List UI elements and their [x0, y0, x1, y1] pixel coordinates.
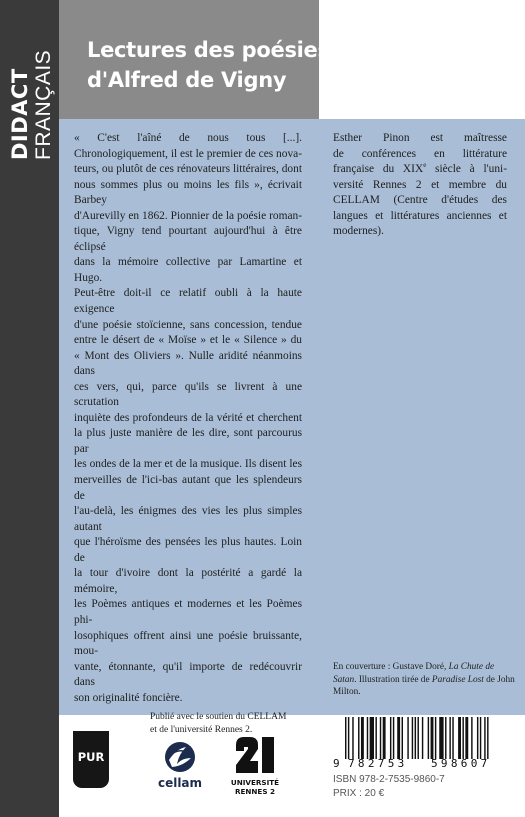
pur-logo-text: PUR — [77, 750, 105, 764]
rennes2-line-2: RENNES 2 — [234, 787, 276, 796]
summary-line: d'Aurevilly en 1862. Pionnier de la poésie roman- — [74, 209, 302, 222]
rennes2-logo-icon — [232, 735, 278, 775]
barcode-bar — [462, 717, 463, 759]
summary-line: inquiète des profondeurs de la vérité et cherchent — [74, 411, 302, 424]
summary-line: que l'héroïsme des pensées les plus hautes. Loin de — [74, 536, 302, 564]
barcode-bar — [449, 717, 450, 759]
book-title-line-1: Lectures des poésies — [87, 38, 330, 62]
barcode-bar — [390, 717, 391, 759]
barcode-bar — [415, 717, 416, 759]
summary-line: nous sommes plus ou moins les fils », écrivait Barbey — [74, 178, 302, 207]
barcode-lead-digit: 9 — [333, 757, 340, 770]
summary-line: teurs, ou plutôt de ces rénovateurs littéraires, dont — [74, 163, 302, 176]
summary-line: « Mont des Oliviers ». Nulle aridité néanmoins dans — [74, 349, 302, 378]
barcode-bar — [439, 717, 443, 759]
spine-band — [0, 0, 59, 817]
collection-name-light: FRANÇAIS — [32, 49, 55, 160]
author-bio — [333, 131, 507, 240]
collection-name-bold: DIDACT — [8, 68, 32, 160]
rennes2-line-1: UNIVERSITÉ — [230, 778, 280, 787]
bio-line: Esther Pinon est maîtresse — [333, 132, 507, 144]
barcode-bar — [465, 717, 468, 759]
barcode-bar — [367, 717, 368, 759]
summary-line: la tour d'ivoire dont la postérité a gardé la mémoire, — [74, 567, 302, 595]
barcode-bar — [397, 717, 400, 759]
bio-line: modernes). — [333, 225, 384, 238]
summary-line: « C'est l'aîné de nous tous [...]. — [74, 132, 302, 144]
price: PRIX : 20 € — [333, 788, 385, 799]
bio-line: versité Rennes 2 et membre du — [333, 178, 507, 191]
summary-line: l'au-delà, les énigmes des vies les plus simples autant — [74, 505, 302, 533]
barcode-bar — [445, 717, 446, 759]
barcode-bar — [452, 717, 453, 759]
barcode-bar — [458, 717, 461, 759]
barcode-bar — [358, 717, 359, 759]
barcode-bar — [477, 717, 478, 759]
barcode-bar — [370, 717, 374, 759]
barcode-bar — [345, 717, 346, 759]
barcode-bar — [383, 717, 386, 759]
summary-line: Peut-être doit-il ce relatif oubli à la haute exigence — [74, 287, 302, 316]
summary-line: son originalité foncière. — [74, 691, 183, 704]
barcode-bar — [480, 717, 481, 759]
bio-line: langues et littératures anciennes et — [333, 209, 507, 222]
barcode-bar — [484, 717, 485, 759]
summary-line: losophiques offrent ainsi une poésie bruissante, mou- — [74, 629, 302, 658]
barcode-bar — [422, 717, 423, 759]
barcode-bar — [412, 717, 413, 759]
book-title-line-2: d'Alfred de Vigny — [87, 68, 287, 92]
barcode-bar — [361, 717, 364, 759]
barcode-bar — [435, 717, 436, 759]
pur-logo — [73, 731, 109, 788]
title-block — [59, 0, 330, 119]
barcode-bar — [393, 717, 394, 759]
support-notice — [150, 711, 310, 736]
summary-line: les Poèmes antiques et modernes et les Poèmes phi- — [74, 598, 302, 626]
summary-line: merveilles de l'ici-bas autant que les splendeurs de — [74, 474, 302, 502]
summary-line: la plus juste manière de les dire, sont parcourus par — [74, 427, 302, 455]
cover-credit — [333, 661, 513, 699]
barcode-bar — [471, 717, 472, 759]
barcode-bar — [352, 717, 353, 759]
credit-line: En couverture : Gustave Doré, La Chute de — [333, 662, 495, 672]
barcode-bar — [418, 717, 419, 759]
barcode-bar — [407, 717, 408, 759]
cellam-logo-text: cellam — [157, 776, 203, 790]
barcode — [333, 717, 515, 759]
barcode-bar — [428, 717, 429, 759]
support-line: et de l'université Rennes 2. — [150, 724, 253, 735]
barcode-bar — [348, 717, 349, 759]
summary-line: d'une poésie stoïcienne, sans concession, tendue — [74, 318, 302, 331]
barcode-bar — [431, 717, 434, 759]
barcode-bar — [375, 717, 376, 759]
barcode-group-2: 598607 — [431, 757, 491, 770]
bio-line: CELLAM (Centre d'études des — [333, 194, 507, 207]
summary-line: tique, Vigny tend pourtant aujourd'hui à être éclipsé — [74, 225, 302, 253]
bio-line: française du XIXe siècle à l'uni- — [333, 161, 508, 176]
summary-line: Chronologiquement, il est le premier de ces nova- — [74, 147, 302, 160]
summary-line: les ondes de la mer et de la musique. Ils disent les — [74, 458, 302, 471]
isbn: ISBN 978-2-7535-9860-7 — [333, 774, 445, 785]
rennes2-logo-text — [222, 778, 288, 796]
barcode-bar — [402, 717, 403, 759]
bio-line: de conférences en littérature — [333, 147, 507, 160]
collection-label — [0, 0, 59, 200]
book-summary — [74, 131, 302, 706]
barcode-group-1: 782753 — [348, 757, 408, 770]
credit-line: Milton. — [333, 687, 361, 698]
support-line: Publié avec le soutien du CELLAM — [150, 712, 287, 722]
summary-line: vante, étonnante, qu'il importe de redécouvrir dans — [74, 660, 302, 689]
summary-line: dans la mémoire collective par Lamartine et Hugo. — [74, 256, 302, 284]
summary-line: ces vers, qui, parce qu'ils se livrent à une scrutation — [74, 380, 302, 409]
barcode-bar — [380, 717, 381, 759]
summary-line: entre le désert de « Moïse » et le « Silence » du — [74, 334, 302, 347]
credit-line: Satan. Illustration tirée de Paradise Lost de John — [333, 674, 515, 685]
barcode-bar — [487, 717, 488, 759]
